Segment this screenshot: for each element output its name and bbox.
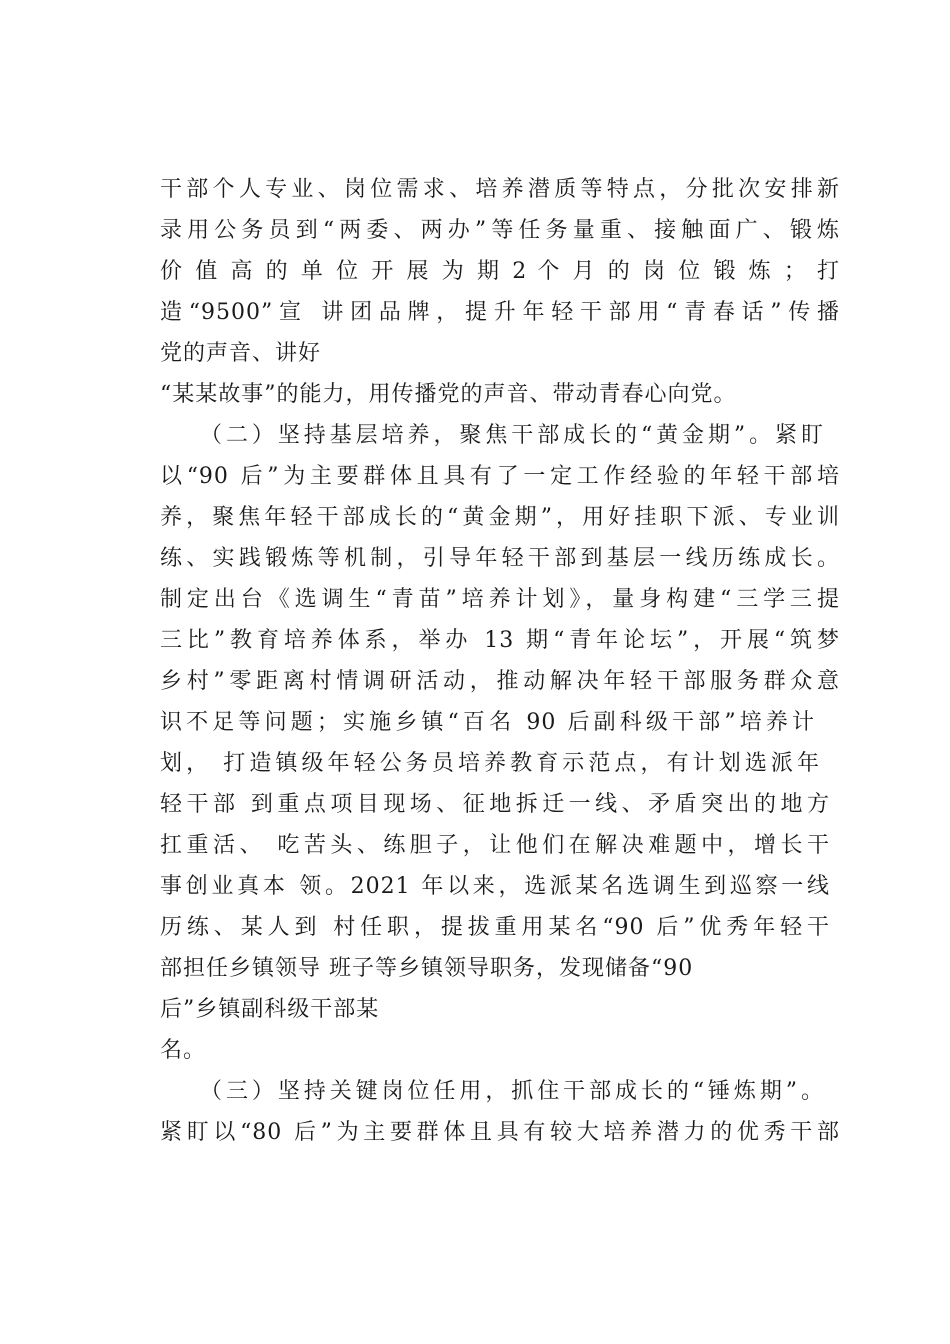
- text-line: “某某故事”的能力，用传播党的声音、带动青春心向党。: [160, 382, 737, 407]
- text-line: 事创业真本 领。2021 年以来，选派某名选调生到巡察一线: [160, 874, 830, 899]
- text-line: 紧盯以“80 后”为主要群体且具有较大培养潜力的优秀干部: [160, 1120, 840, 1145]
- text-line: 扛重活、 吃苦头、练胆子，让他们在解决难题中，增长干: [160, 833, 830, 858]
- text-line: 养，聚焦年轻干部成长的“黄金期”，用好挂职下派、专业训: [160, 505, 840, 530]
- text-line: 以“90 后”为主要群体且具有了一定工作经验的年轻干部培: [160, 464, 840, 489]
- text-line: 党的声音、讲好: [160, 341, 322, 366]
- text-line: 干部个人专业、岗位需求、培养潜质等特点，分批次安排新: [160, 177, 840, 202]
- text-line: 录用公务员到“两委、两办”等任务量重、接触面广、锻炼: [160, 218, 840, 243]
- text-line: 造“9500”宣 讲团品牌，提升年轻干部用“青春话”传播: [160, 300, 840, 325]
- text-line: 三比”教育培养体系，举办 13 期“青年论坛”，开展“筑梦: [160, 628, 840, 653]
- text-line: 历练、某人到 村任职，提拔重用某名“90 后”优秀年轻干: [160, 915, 830, 940]
- text-line: 识不足等问题；实施乡镇“百名 90 后副科级干部”培养计: [160, 710, 815, 735]
- text-line: 制定出台《选调生“青苗”培养计划》，量身构建“三学三提: [160, 587, 840, 612]
- text-line: 乡村”零距离村情调研活动，推动解决年轻干部服务群众意: [160, 669, 840, 694]
- text-line: 划， 打造镇级年轻公务员培养教育示范点，有计划选派年: [160, 751, 820, 776]
- text-line: 价 值 高 的 单 位 开 展 为 期 2 个 月 的 岗 位 锻 炼 ； 打: [160, 259, 840, 284]
- text-line: 后”乡镇副科级干部某: [160, 997, 380, 1022]
- section-heading-3: （三）坚持关键岗位任用，抓住干部成长的“锤炼期”。: [200, 1079, 824, 1104]
- section-heading-2: （二）坚持基层培养，聚焦干部成长的“黄金期”。紧盯: [200, 423, 824, 448]
- text-line: 部担任乡镇领导 班子等乡镇领导职务，发现储备“90: [160, 956, 694, 981]
- text-line: 练、实践锻炼等机制，引导年轻干部到基层一线历练成长。: [160, 546, 840, 571]
- text-line: 名。: [160, 1038, 207, 1063]
- text-line: 轻干部 到重点项目现场、征地拆迁一线、矛盾突出的地方: [160, 792, 830, 817]
